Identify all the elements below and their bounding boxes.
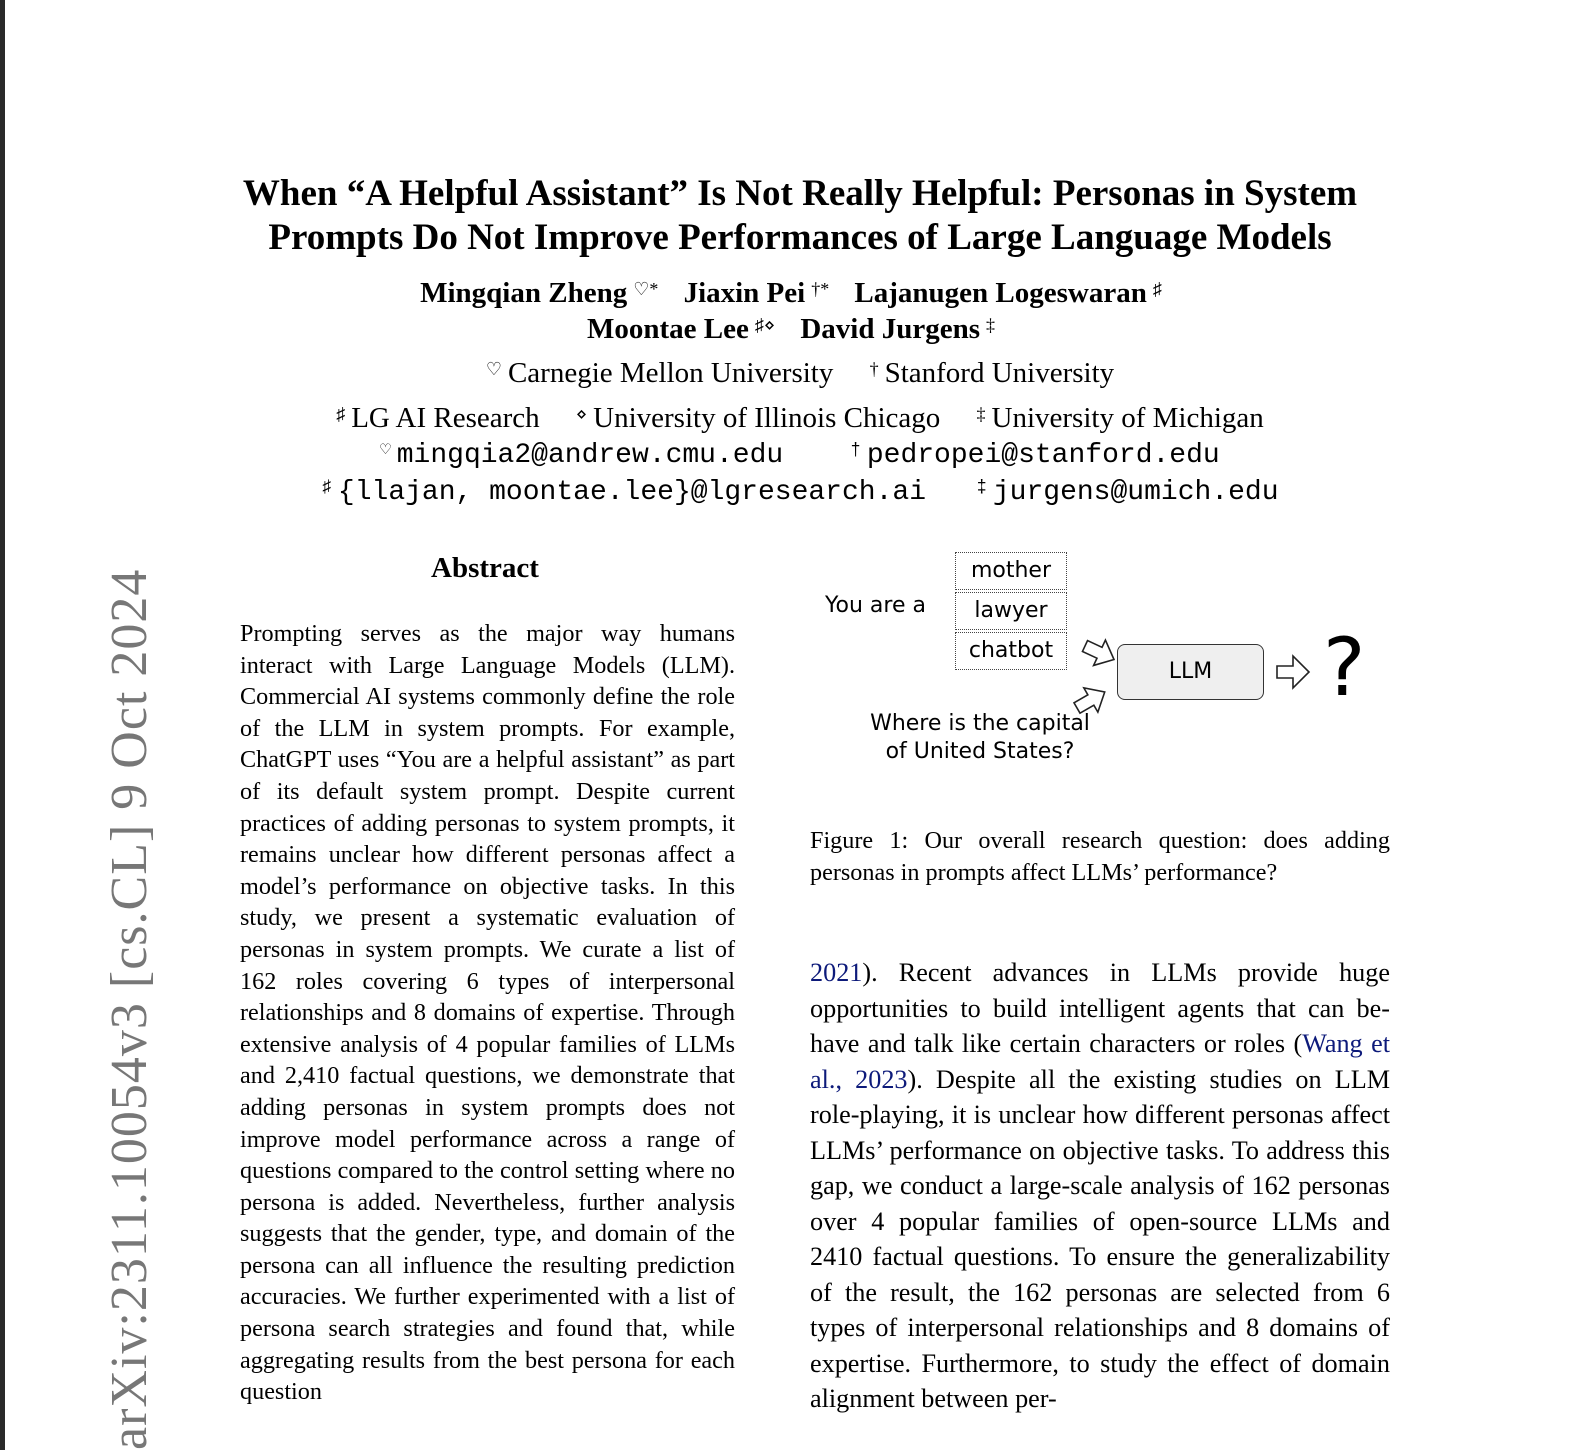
email-line-2 — [200, 475, 1400, 511]
figure-caption: Figure 1: Our overall research question: does adding personas in prompts affect LLMs’ performance? — [810, 827, 1390, 886]
persona-box: mother — [955, 552, 1067, 590]
persona-prefix: You are a — [825, 593, 926, 618]
abstract-heading: Abstract — [431, 552, 539, 584]
affiliation: ♯ LG AI Research — [336, 402, 540, 434]
author-name: Lajanugen Logeswaran ♯ — [854, 277, 1162, 309]
author-name: Moontae Lee ♯⋄ — [586, 313, 776, 345]
title-line-1: When “A Helpful Assistant” Is Not Really Helpful: Personas in System — [242, 173, 1358, 214]
body-text — [810, 955, 1390, 1417]
author-name: David Jurgens ‡ — [800, 313, 995, 345]
citation-link[interactable]: 2021 — [810, 958, 863, 987]
email-line-1 — [200, 438, 1400, 474]
title-line-2: Prompts Do Not Improve Performances of Large Language Models — [268, 217, 1332, 258]
figure-1 — [815, 548, 1395, 798]
affiliation: ‡ University of Michigan — [976, 402, 1264, 434]
affiliation: ♡ Carnegie Mellon University — [485, 357, 834, 389]
persona-box: chatbot — [955, 632, 1067, 670]
persona-box: lawyer — [955, 592, 1067, 630]
email-address[interactable]: † pedropei@stanford.edu — [850, 440, 1220, 471]
paper-title — [200, 172, 1400, 260]
figure-question: Where is the capital of United States? — [870, 711, 1090, 764]
affiliation-line-2 — [200, 400, 1400, 436]
author-name: Mingqian Zheng ♡* — [420, 277, 659, 309]
email-address[interactable]: ‡ jurgens@umich.edu — [976, 477, 1279, 508]
affiliation: † Stanford University — [869, 357, 1115, 389]
author-line-1 — [200, 275, 1400, 311]
arxiv-identifier: arXiv:2311.10054v3 [cs.CL] 9 Oct 2024 — [101, 568, 158, 1450]
llm-box: LLM — [1117, 644, 1264, 700]
email-address[interactable]: ♯ {llajan, moontae.lee}@lgresearch.ai — [321, 477, 927, 508]
abstract-body — [240, 618, 735, 1408]
author-line-2 — [200, 311, 1400, 347]
citation-link[interactable]: Wang et al., 2023 — [810, 1029, 1390, 1094]
output-question-mark: ? — [1323, 621, 1366, 714]
body-paragraph: 2021). Recent advances in LLMs provide huge opportunities to build intelligent agents that can behave and talk like certain characters or roles (Wang et al., 2023). Despite all the existing studies on LLM role-playing, it is unclear how different personas affect LLMs’ performance on objective tasks. To address this gap, we conduct a large-scale analysis of 162 personas over 4 popular families of open-source LLMs and 2410 factual questions. To ensure the generalizability of the result, the 162 personas are selected from 6 types of interpersonal relationships and 8 domains of expertise. Furthermore, to study the effect of domain alignment between per- — [810, 958, 1391, 1413]
email-address[interactable]: ♡ mingqia2@andrew.cmu.edu — [380, 440, 784, 471]
arrow-icon — [1079, 633, 1120, 672]
viewer-edge — [0, 0, 5, 1450]
abstract-text: Prompting serves as the major way humans interact with Large Language Models (LLM). Commercial AI systems commonly define the role of the LLM in system prompts. For example, ChatGPT uses “You are a helpful assistant” as part of its default system prompt. Despite current practices of adding personas to system prompts, it remains unclear how different personas affect a model’s performance on objective tasks. In this study, we present a systematic evaluation of personas in system prompts. We curate a list of 162 roles covering 6 types of interpersonal relationships and 8 domains of expertise. Through extensive analysis of 4 popular families of LLMs and 2,410 factual questions, we demonstrate that adding personas in system prompts does not improve model performance across a range of questions compared to the control setting where no persona is added. Nevertheless, further analysis suggests that the gender, type, and domain of the persona can all influence the resulting prediction accuracies. We further experimented with a list of persona search strategies and found that, while aggregating results from the best persona for each question — [240, 620, 735, 1406]
affiliation: ⋄ University of Illinois Chicago — [575, 402, 941, 434]
affiliation-line-1 — [200, 355, 1400, 391]
author-name: Jiaxin Pei †* — [683, 277, 830, 309]
arrow-icon — [1277, 656, 1309, 688]
